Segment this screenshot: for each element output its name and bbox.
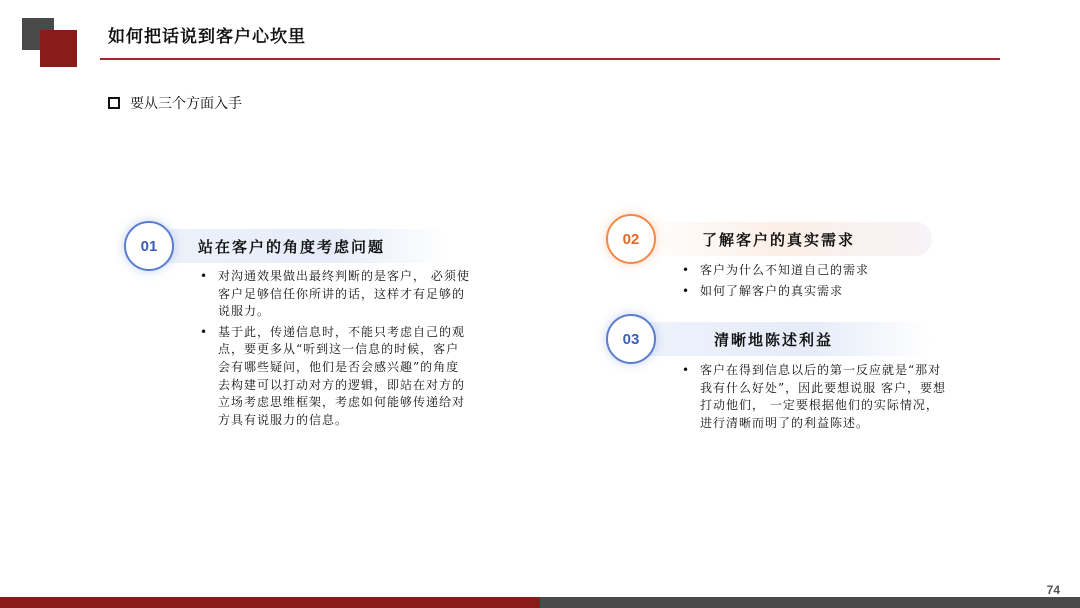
list-item: • 基于此，传递信息时，不能只考虑自己的观点，要更多从“听到这一信息的时候，客户会有哪些疑问，他们是否会感兴趣”的角度去构建可以打动对方的逻辑，即站在对方的立场考虑思维框架，考虑如何能够传递给对方具有说服力的信息。 <box>200 324 470 430</box>
section-3-title: 清晰地陈述利益 <box>714 330 834 349</box>
page-number: 74 <box>1046 583 1060 597</box>
subheading-text: 要从三个方面入手 <box>130 96 242 112</box>
list-item: • 客户在得到信息以后的第一反应就是“那对我有什么好处”，因此要想说服 客户，要想打动他们， 一定要根据他们的实际情况，进行清晰而明了的利益陈述。 <box>682 362 950 432</box>
section-3-number: 03 <box>622 330 640 348</box>
list-item: • 客户为什么不知道自己的需求 <box>682 262 952 280</box>
title-underline <box>100 58 1000 60</box>
section-2-number-badge <box>606 214 656 264</box>
section-3-title-pill <box>632 322 932 356</box>
footer-bar-red <box>0 597 540 608</box>
section-2-title-pill <box>632 222 932 256</box>
footer-bar-gray <box>540 597 1080 608</box>
header-decoration-red-square <box>40 30 77 67</box>
section-1-title: 站在客户的角度考虑问题 <box>198 237 386 256</box>
checkbox-icon <box>108 97 120 109</box>
list-item: • 如何了解客户的真实需求 <box>682 283 952 301</box>
section-1-title-pill <box>150 229 450 263</box>
page-title: 如何把话说到客户心坎里 <box>108 27 306 47</box>
list-item: • 对沟通效果做出最终判断的是客户， 必须使客户足够信任你所讲的话，这样才有足够的说服力。 <box>200 268 470 321</box>
section-1-bullet-list <box>200 268 470 432</box>
section-2-bullet-list <box>682 262 952 303</box>
section-3-bullet-list <box>682 362 950 435</box>
section-3-number-badge <box>606 314 656 364</box>
section-2-number: 02 <box>622 230 640 248</box>
section-1-number-badge <box>124 221 174 271</box>
subheading <box>108 94 242 112</box>
section-1-number: 01 <box>140 237 158 255</box>
section-2-title: 了解客户的真实需求 <box>702 230 856 249</box>
